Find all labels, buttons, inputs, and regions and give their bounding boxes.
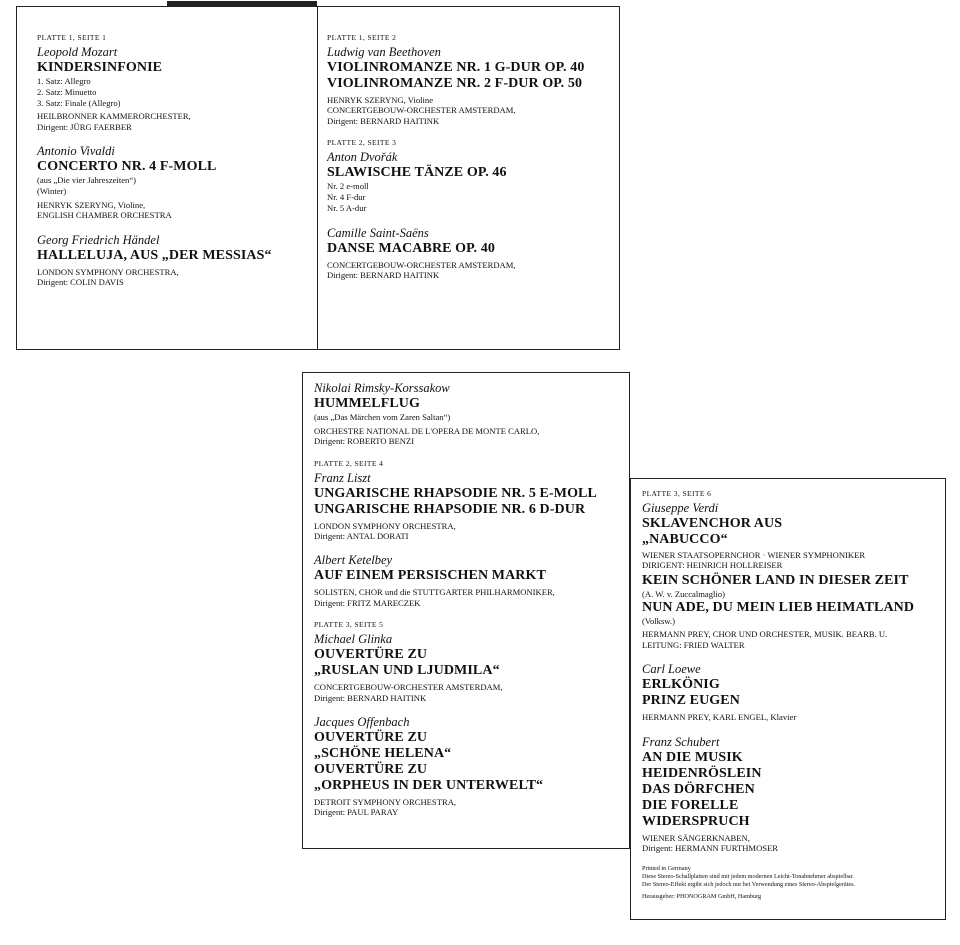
program-entry (37, 144, 313, 220)
performer-line: HENRYK SZERYNG, Violine (327, 95, 434, 105)
composer-name: Nikolai Rimsky-Korssakow (314, 381, 450, 395)
program-entry (642, 662, 942, 722)
performers (642, 629, 942, 650)
performer-line: ORCHESTRE NATIONAL DE L'OPERA DE MONTE CARLO, (314, 425, 540, 436)
program-entry (327, 150, 617, 213)
performers (314, 587, 628, 608)
program-entry (314, 715, 628, 818)
composer-name: Georg Friedrich Händel (37, 232, 160, 247)
work-title: KINDERSINFONIE (37, 60, 163, 75)
side-label: PLATTE 1, SEITE 2 (327, 33, 397, 42)
performer-line: HERMANN PREY, CHOR UND ORCHESTER, MUSIK. BEARB. U. (642, 629, 888, 640)
work-title: HALLELUJA, AUS „DER MESSIAS“ (37, 247, 272, 263)
composer-name: Antonio Vivaldi (37, 144, 115, 159)
performer-line: LONDON SYMPHONY ORCHESTRA, (314, 520, 456, 531)
column-panel-3 (642, 489, 942, 901)
performer-line: Dirigent: ROBERTO BENZI (314, 436, 415, 447)
performer-line: Dirigent: COLIN DAVIS (37, 277, 124, 288)
work-title: VIOLINROMANZE NR. 1 G-DUR OP. 40 (327, 60, 585, 75)
performers (314, 682, 628, 703)
program-entry (37, 45, 313, 132)
performers (314, 797, 628, 818)
performer-line: WIENER SÄNGERKNABEN, (642, 832, 750, 843)
composer-name: Leopold Mozart (37, 45, 118, 59)
program-entry (314, 632, 628, 703)
work-title: UNGARISCHE RHAPSODIE NR. 5 E-MOLL (314, 485, 597, 501)
work-title: ERLKÖNIG (642, 677, 720, 693)
composer-name: Carl Loewe (642, 662, 701, 677)
performer-line: Dirigent: BERNARD HAITINK (327, 270, 440, 281)
column-side-2 (327, 33, 617, 292)
panel-platte-1 (16, 6, 620, 350)
footer-printed: Printed in Germany (642, 865, 691, 873)
program-entry (327, 226, 617, 281)
performers (314, 521, 628, 542)
performer-line: Dirigent: ANTAL DORATI (314, 531, 409, 542)
work-subtitle: (aus „Die vier Jahreszeiten“) (37, 175, 137, 186)
performers (37, 267, 313, 288)
work-title: SKLAVENCHOR AUS (642, 516, 783, 531)
performer-line: CONCERTGEBOUW-ORCHESTER AMSTERDAM, (327, 259, 516, 270)
performers (642, 712, 942, 722)
work-title: KEIN SCHÖNER LAND IN DIESER ZEIT (642, 572, 909, 588)
side-label: PLATTE 3, SEITE 6 (642, 489, 712, 498)
work-subtitle: Nr. 2 e-moll (327, 181, 369, 192)
side-label: PLATTE 3, SEITE 5 (314, 620, 384, 630)
performers (37, 111, 313, 132)
work-title: CONCERTO NR. 4 F-MOLL (37, 159, 217, 175)
performers (314, 426, 628, 447)
performer-line: Dirigent: BERNARD HAITINK (327, 115, 440, 126)
work-title: HUMMELFLUG (314, 396, 420, 411)
column-side-1 (37, 33, 313, 299)
performers (642, 550, 942, 571)
composer-name: Albert Ketelbey (314, 553, 393, 568)
work-title: „ORPHEUS IN DER UNTERWELT“ (314, 778, 544, 794)
performer-line: Dirigent: PAUL PARAY (314, 807, 399, 818)
program-entry-verdi (642, 501, 942, 650)
footer-notes (642, 865, 942, 900)
program-entry (314, 471, 628, 542)
panel-platte-2 (302, 372, 630, 849)
composer-name: Giuseppe Verdi (642, 501, 719, 515)
work-title: „RUSLAN UND LJUDMILA“ (314, 663, 500, 679)
composer-name: Anton Dvořák (327, 150, 398, 165)
performers (327, 95, 617, 126)
work-title: DANSE MACABRE OP. 40 (327, 240, 495, 256)
work-subtitle: (aus „Das Märchen vom Zaren Saltan“) (314, 412, 451, 422)
work-title: SLAWISCHE TÄNZE OP. 46 (327, 165, 507, 181)
work-subtitle: (A. W. v. Zuccalmaglio) (642, 588, 725, 599)
work-title: „SCHÖNE HELENA“ (314, 746, 452, 762)
column-panel-2 (314, 381, 628, 830)
panel-top-bar (167, 1, 317, 7)
performer-line: CONCERTGEBOUW-ORCHESTER AMSTERDAM, (314, 682, 503, 693)
performer-line: HENRYK SZERYNG, Violine, (37, 199, 146, 210)
performer-line: CONCERTGEBOUW-ORCHESTER AMSTERDAM, (327, 105, 516, 116)
work-subtitle: Nr. 5 A-dur (327, 202, 367, 213)
performer-line: SOLISTEN, CHOR und die STUTTGARTER PHILHARMONIKER, (314, 587, 555, 598)
performer-line: LEITUNG: FRIED WALTER (642, 639, 745, 650)
work-subtitle: 1. Satz: Allegro (37, 76, 91, 86)
program-entry (37, 233, 313, 288)
footer-note2: Der Stereo-Effekt ergibt sich jedoch nur bei Verwendung eines Stereo-Abspielgerätes. (642, 881, 856, 889)
performer-line: DETROIT SYMPHONY ORCHESTRA, (314, 797, 457, 808)
work-title: OUVERTÜRE ZU (314, 730, 428, 746)
work-title: AUF EINEM PERSISCHEN MARKT (314, 568, 546, 584)
work-title: VIOLINROMANZE NR. 2 F-DUR OP. 50 (327, 76, 583, 91)
performer-line: DIRIGENT: HEINRICH HOLLREISER (642, 560, 783, 571)
performer-line: Dirigent: BERNARD HAITINK (314, 692, 427, 703)
performer-line: HEILBRONNER KAMMERORCHESTER, (37, 111, 191, 122)
program-entry (314, 381, 628, 447)
composer-name: Michael Glinka (314, 632, 393, 647)
work-title: WIDERSPRUCH (642, 813, 750, 829)
performer-line: Dirigent: HERMANN FURTHMOSER (642, 843, 779, 854)
work-subtitle: 3. Satz: Finale (Allegro) (37, 97, 121, 108)
performer-line: Dirigent: FRITZ MARECZEK (314, 597, 421, 608)
program-entry (314, 553, 628, 608)
performer-line: LONDON SYMPHONY ORCHESTRA, (37, 266, 179, 277)
work-title: DIE FORELLE (642, 797, 739, 813)
performer-line: WIENER STAATSOPERNCHOR · WIENER SYMPHONIKER (642, 550, 866, 560)
work-title: PRINZ EUGEN (642, 693, 740, 709)
performers (327, 260, 617, 281)
footer-note1: Diese Stereo-Schallplatten sind mit jedem modernen Leicht-Tonabnehmer abspielbar. (642, 873, 854, 881)
composer-name: Ludwig van Beethoven (327, 45, 441, 59)
side-label: PLATTE 2, SEITE 3 (327, 138, 397, 148)
column-divider (317, 7, 318, 349)
work-subtitle: (Volksw.) (642, 615, 675, 626)
composer-name: Jacques Offenbach (314, 715, 410, 730)
work-title: NUN ADE, DU MEIN LIEB HEIMATLAND (642, 599, 915, 615)
program-entry (327, 45, 617, 126)
program-entry (642, 735, 942, 854)
composer-name: Camille Saint-Saëns (327, 225, 429, 240)
work-title: „NABUCCO“ (642, 532, 728, 547)
performers (37, 200, 313, 221)
panel-platte-3 (630, 478, 946, 920)
work-title: OUVERTÜRE ZU (314, 762, 428, 778)
performer-line: ENGLISH CHAMBER ORCHESTRA (37, 210, 172, 221)
performers (642, 833, 942, 854)
work-subtitle: Nr. 4 F-dur (327, 192, 366, 203)
work-subtitle: (Winter) (37, 186, 67, 196)
footer-publisher: Herausgeber: PHONOGRAM GmbH, Hamburg (642, 892, 762, 900)
performer-line: HERMANN PREY, KARL ENGEL, Klavier (642, 712, 797, 723)
work-subtitle: 2. Satz: Minuetto (37, 86, 97, 97)
composer-name: Franz Schubert (642, 734, 720, 749)
composer-name: Franz Liszt (314, 470, 371, 485)
side-label: PLATTE 1, SEITE 1 (37, 33, 107, 42)
work-title: OUVERTÜRE ZU (314, 647, 428, 663)
work-title: UNGARISCHE RHAPSODIE NR. 6 D-DUR (314, 501, 586, 517)
work-title: DAS DÖRFCHEN (642, 781, 755, 797)
performer-line: Dirigent: JÜRG FAERBER (37, 121, 132, 132)
work-title: AN DIE MUSIK (642, 749, 743, 765)
side-label: PLATTE 2, SEITE 4 (314, 458, 384, 468)
work-title: HEIDENRÖSLEIN (642, 765, 762, 781)
